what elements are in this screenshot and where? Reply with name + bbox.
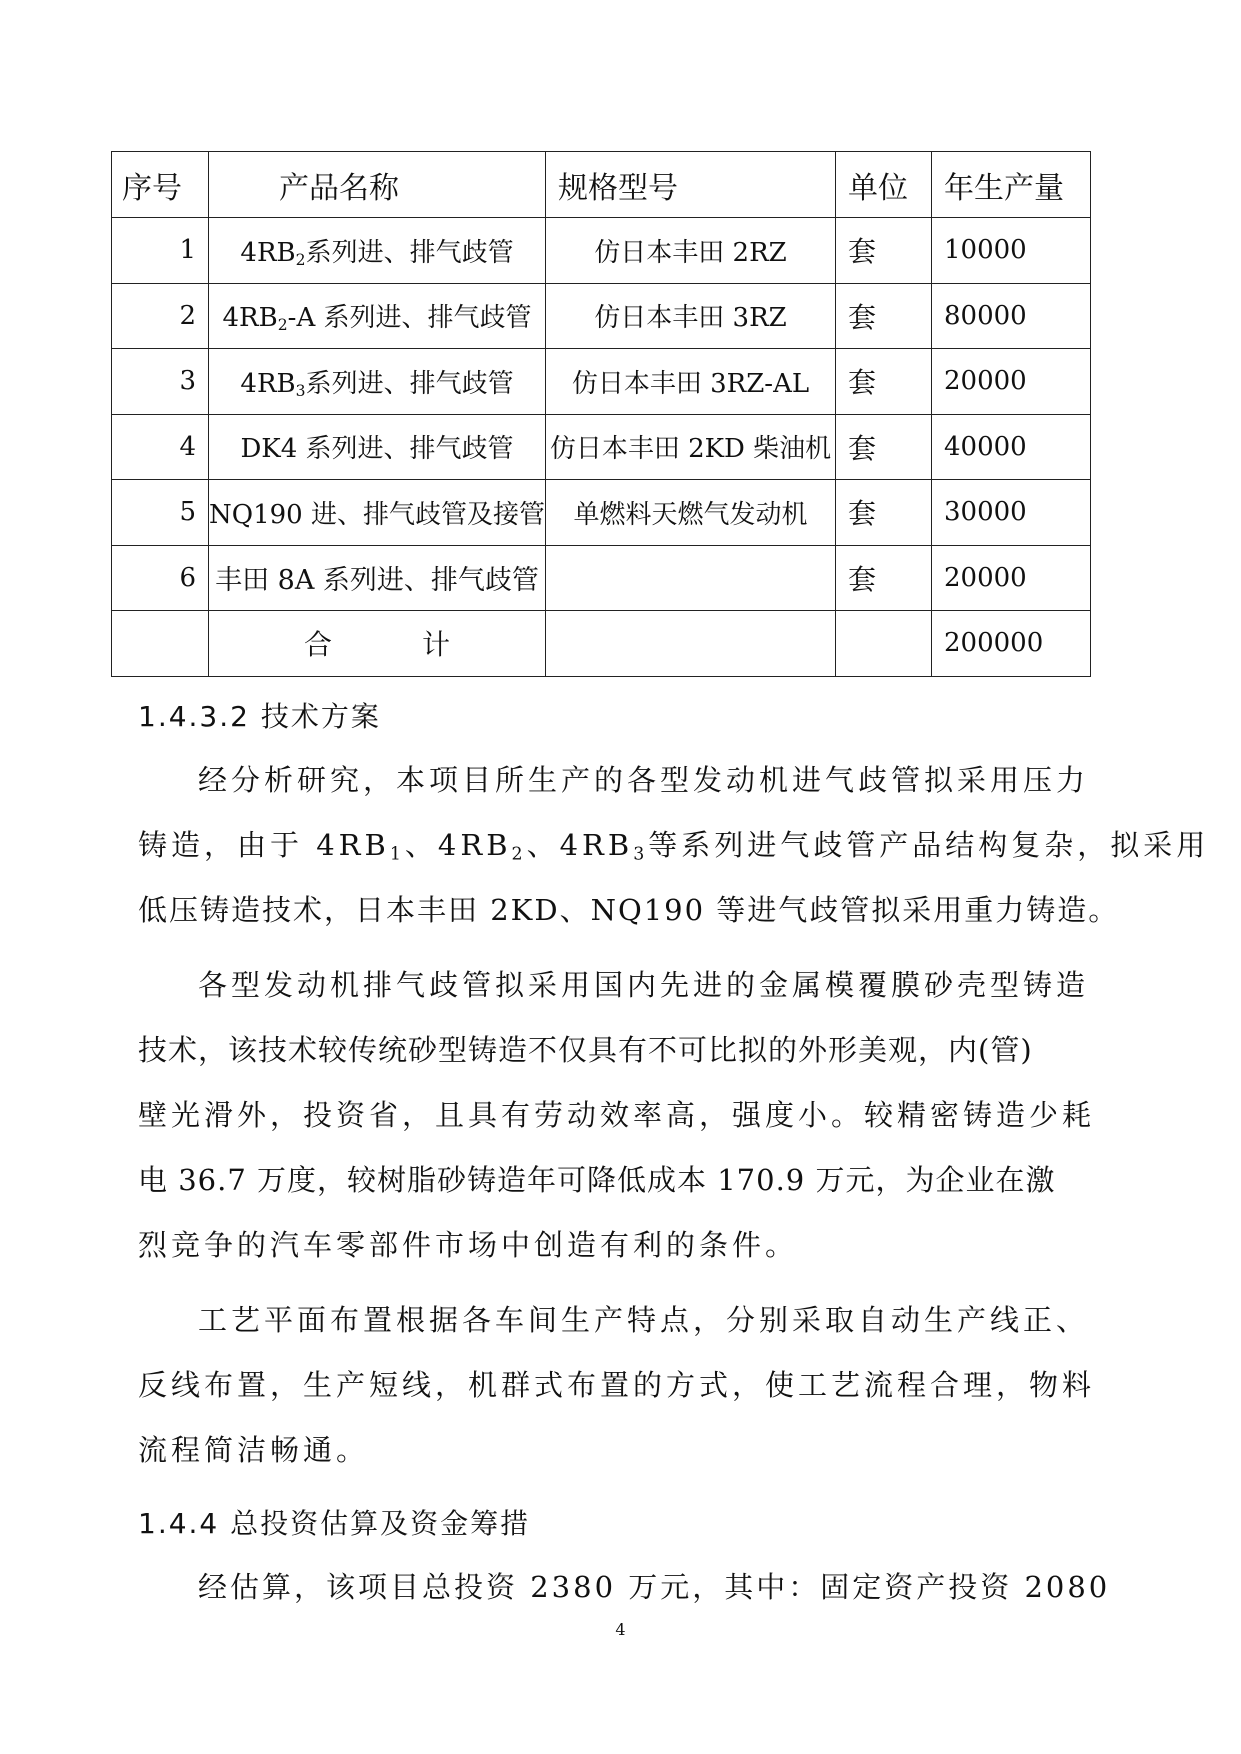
paragraph-tech-3 — [138, 1288, 1096, 1483]
paragraph-tech-1 — [138, 748, 1210, 943]
header-unit: 单位 — [836, 152, 932, 218]
total-qty: 200000 — [932, 611, 1091, 677]
row-name — [209, 218, 546, 284]
header-qty: 年生产量 — [932, 152, 1091, 218]
header-name: 产品名称 — [209, 152, 546, 218]
subscript: 1 — [389, 844, 405, 865]
section-heading-tech: 1.4.3.2 技术方案 — [138, 700, 381, 733]
header-no: 序号 — [112, 152, 209, 218]
total-no — [112, 611, 209, 677]
table-row — [112, 283, 1091, 349]
name-subscript: 3 — [295, 381, 306, 400]
row-qty: 40000 — [932, 414, 1091, 480]
name-subscript: 2 — [295, 250, 306, 269]
paragraph-investment — [138, 1555, 1111, 1620]
total-spec — [546, 611, 836, 677]
text-line: 壁光滑外，投资省，且具有劳动效率高，强度小。较精密铸造少耗 — [138, 1098, 1096, 1132]
text-line: 反线布置，生产短线，机群式布置的方式，使工艺流程合理，物料 — [138, 1368, 1096, 1402]
text-line: 技术，该技术较传统砂型铸造不仅具有不可比拟的外形美观，内(管) — [138, 1033, 1033, 1067]
row-name — [209, 349, 546, 415]
row-spec: 仿日本丰田 2KD 柴油机 — [546, 414, 836, 480]
table-row — [112, 349, 1091, 415]
header-spec: 规格型号 — [546, 152, 836, 218]
text-line: 低压铸造技术，日本丰田 2KD、NQ190 等进气歧管拟采用重力铸造。 — [138, 893, 1120, 927]
name-part: 4RB — [222, 303, 278, 334]
text-line: 流程简洁畅通。 — [138, 1433, 370, 1467]
table-header-row — [112, 152, 1091, 218]
row-qty: 10000 — [932, 218, 1091, 284]
name-part: 系列进、排气歧管 — [305, 368, 514, 399]
text-part: 、4RB — [404, 828, 512, 862]
text-line: 烈竞争的汽车零部件市场中创造有利的条件。 — [138, 1228, 799, 1262]
row-spec — [546, 545, 836, 611]
row-no: 6 — [112, 545, 209, 611]
section-heading-investment: 1.4.4 总投资估算及资金筹措 — [138, 1507, 531, 1540]
total-label-b: 计 — [422, 628, 451, 662]
total-unit — [836, 611, 932, 677]
table-total-row — [112, 611, 1091, 677]
row-unit: 套 — [836, 414, 932, 480]
row-spec: 单燃料天燃气发动机 — [546, 480, 836, 546]
text-part: 铸造，由于 4RB — [138, 828, 390, 862]
table-row — [112, 414, 1091, 480]
row-qty: 20000 — [932, 349, 1091, 415]
row-spec: 仿日本丰田 2RZ — [546, 218, 836, 284]
text-part: 等系列进气歧管产品结构复杂，拟采用 — [648, 828, 1210, 862]
text-line: 工艺平面布置根据各车间生产特点，分别采取自动生产线正、 — [198, 1303, 1090, 1337]
row-unit: 套 — [836, 218, 932, 284]
name-part: 4RB — [240, 368, 296, 399]
row-qty: 80000 — [932, 283, 1091, 349]
name-subscript: 2 — [277, 316, 288, 335]
text-line: 经估算，该项目总投资 2380 万元，其中：固定资产投资 2080 — [198, 1570, 1111, 1604]
total-label-a: 合 — [303, 628, 332, 662]
row-no: 3 — [112, 349, 209, 415]
row-no: 2 — [112, 283, 209, 349]
total-label — [209, 611, 546, 677]
row-name — [209, 283, 546, 349]
page-number: 4 — [615, 1620, 626, 1639]
row-qty: 30000 — [932, 480, 1091, 546]
row-unit: 套 — [836, 480, 932, 546]
product-table — [111, 151, 1091, 677]
name-part: -A 系列进、排气歧管 — [287, 303, 532, 334]
row-no: 1 — [112, 218, 209, 284]
row-qty: 20000 — [932, 545, 1091, 611]
text-line: 电 36.7 万度，较树脂砂铸造年可降低成本 170.9 万元，为企业在激 — [138, 1163, 1056, 1197]
text-line: 经分析研究，本项目所生产的各型发动机进气歧管拟采用压力 — [198, 763, 1090, 797]
row-name: DK4 系列进、排气歧管 — [209, 414, 546, 480]
text-line — [138, 813, 1210, 878]
row-unit: 套 — [836, 349, 932, 415]
name-part: 4RB — [240, 237, 296, 268]
subscript: 3 — [633, 844, 649, 865]
row-unit: 套 — [836, 283, 932, 349]
table-row — [112, 545, 1091, 611]
row-no: 5 — [112, 480, 209, 546]
row-name: NQ190 进、排气歧管及接管 — [209, 480, 546, 546]
name-part: 系列进、排气歧管 — [305, 237, 514, 268]
table-row — [112, 218, 1091, 284]
text-part: 、4RB — [526, 828, 634, 862]
paragraph-tech-2 — [138, 953, 1096, 1278]
table-row — [112, 480, 1091, 546]
row-name: 丰田 8A 系列进、排气歧管 — [209, 545, 546, 611]
text-line: 各型发动机排气歧管拟采用国内先进的金属模覆膜砂壳型铸造 — [198, 968, 1090, 1002]
row-unit: 套 — [836, 545, 932, 611]
subscript: 2 — [511, 844, 527, 865]
row-spec: 仿日本丰田 3RZ — [546, 283, 836, 349]
row-no: 4 — [112, 414, 209, 480]
row-spec: 仿日本丰田 3RZ-AL — [546, 349, 836, 415]
